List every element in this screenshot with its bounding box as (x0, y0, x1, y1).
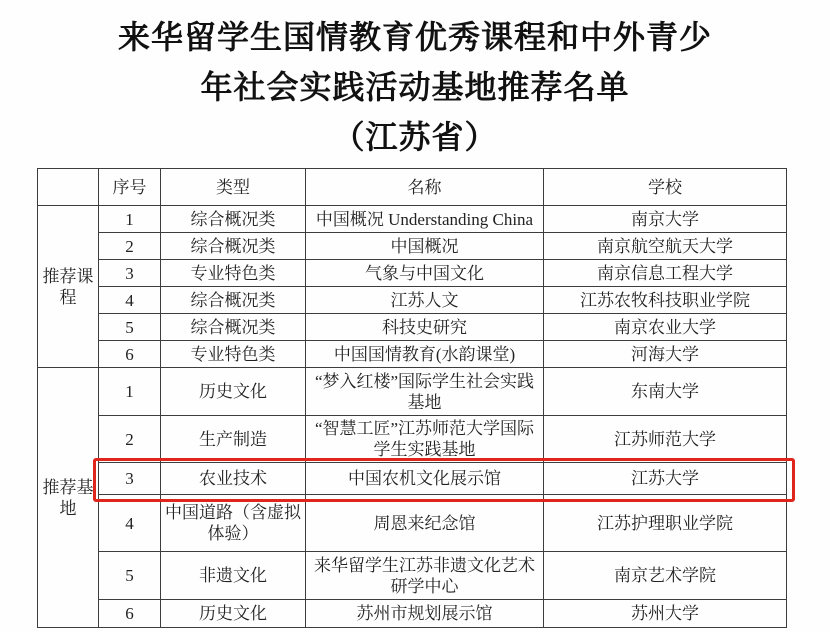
cell-school: 南京艺术学院 (544, 552, 787, 600)
cell-type: 专业特色类 (161, 260, 306, 287)
header-type: 类型 (161, 169, 306, 206)
title-line-3: （江苏省） (332, 119, 498, 155)
cell-name: 气象与中国文化 (306, 260, 544, 287)
cell-type: 历史文化 (161, 368, 306, 416)
cell-type: 历史文化 (161, 600, 306, 628)
cell-no: 5 (99, 552, 161, 600)
table-row (38, 416, 787, 463)
cell-school: 江苏师范大学 (544, 416, 787, 463)
group-label-bases: 推荐基地 (38, 368, 99, 628)
cell-name: “智慧工匠”江苏师范大学国际学生实践基地 (306, 416, 544, 463)
table-row-highlighted (38, 463, 787, 495)
cell-school: 苏州大学 (544, 600, 787, 628)
cell-name: “梦入红楼”国际学生社会实践基地 (306, 368, 544, 416)
cell-no: 5 (99, 314, 161, 341)
cell-name: 来华留学生江苏非遗文化艺术研学中心 (306, 552, 544, 600)
cell-school: 江苏农牧科技职业学院 (544, 287, 787, 314)
cell-school: 南京信息工程大学 (544, 260, 787, 287)
table-row (38, 233, 787, 260)
cell-name: 江苏人文 (306, 287, 544, 314)
table-row (38, 552, 787, 600)
cell-no: 1 (99, 206, 161, 233)
cell-name: 中国国情教育(水韵课堂) (306, 341, 544, 368)
cell-no: 1 (99, 368, 161, 416)
table-row (38, 206, 787, 233)
cell-type: 中国道路（含虚拟体验） (161, 495, 306, 552)
table-row (38, 260, 787, 287)
table-row (38, 495, 787, 552)
cell-type: 综合概况类 (161, 287, 306, 314)
cell-name: 科技史研究 (306, 314, 544, 341)
cell-school: 河海大学 (544, 341, 787, 368)
cell-name: 周恩来纪念馆 (306, 495, 544, 552)
cell-school: 南京大学 (544, 206, 787, 233)
header-no: 序号 (99, 169, 161, 206)
cell-school: 南京农业大学 (544, 314, 787, 341)
header-school: 学校 (544, 169, 787, 206)
cell-type: 专业特色类 (161, 341, 306, 368)
cell-school: 江苏护理职业学院 (544, 495, 787, 552)
cell-school: 南京航空航天大学 (544, 233, 787, 260)
title-line-1: 来华留学生国情教育优秀课程和中外青少 (117, 19, 712, 55)
cell-type: 非遗文化 (161, 552, 306, 600)
header-name: 名称 (306, 169, 544, 206)
cell-name: 中国概况 (306, 233, 544, 260)
cell-type: 农业技术 (161, 463, 306, 495)
corner-cell (38, 169, 99, 206)
cell-no: 6 (99, 600, 161, 628)
cell-no: 3 (99, 260, 161, 287)
cell-type: 综合概况类 (161, 314, 306, 341)
cell-no: 2 (99, 416, 161, 463)
cell-school: 东南大学 (544, 368, 787, 416)
cell-name: 苏州市规划展示馆 (306, 600, 544, 628)
cell-type: 综合概况类 (161, 206, 306, 233)
cell-name: 中国概况 Understanding China (306, 206, 544, 233)
cell-type: 综合概况类 (161, 233, 306, 260)
group-label-courses: 推荐课程 (38, 206, 99, 368)
table-header-row (38, 169, 787, 206)
cell-no: 3 (99, 463, 161, 495)
table-row (38, 341, 787, 368)
cell-no: 2 (99, 233, 161, 260)
table-row (38, 287, 787, 314)
table-row (38, 368, 787, 416)
cell-no: 6 (99, 341, 161, 368)
cell-type: 生产制造 (161, 416, 306, 463)
title-line-2: 年社会实践活动基地推荐名单 (200, 69, 630, 105)
cell-no: 4 (99, 495, 161, 552)
cell-no: 4 (99, 287, 161, 314)
table-row (38, 600, 787, 628)
table-row (38, 314, 787, 341)
cell-school: 江苏大学 (544, 463, 787, 495)
recommendation-table (37, 168, 787, 628)
cell-name: 中国农机文化展示馆 (306, 463, 544, 495)
document-title (0, 12, 830, 162)
